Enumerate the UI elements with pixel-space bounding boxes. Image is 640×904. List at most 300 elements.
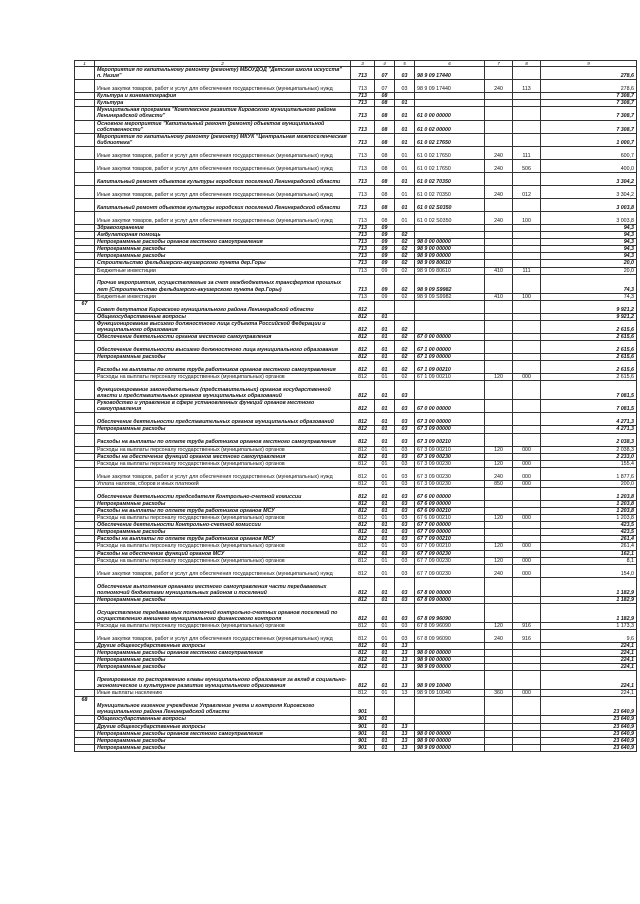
section-number	[75, 267, 95, 274]
subsection-code: 13	[395, 744, 415, 751]
section-number	[75, 100, 95, 107]
item-name: Обеспечение деятельности председателя Контрольно-счетной комиссии	[95, 487, 351, 500]
kosgu-code: 000	[513, 564, 541, 577]
subsection-code: 01	[395, 107, 415, 120]
expense-type-code: 120	[485, 622, 513, 629]
expense-type-code	[485, 536, 513, 543]
table-row	[75, 460, 637, 467]
item-name: Непрограммные расходы	[95, 529, 351, 536]
table-row	[75, 333, 637, 340]
target-article-code: 67 7 09 00210	[415, 543, 485, 550]
subsection-code: 02	[395, 361, 415, 374]
item-name: Расходы на выплаты персоналу государственных (муниципальных) органов	[95, 543, 351, 550]
amount: 224,1	[541, 690, 637, 697]
kosgu-code	[513, 426, 541, 433]
target-article-code	[415, 697, 485, 716]
kosgu-code	[513, 232, 541, 239]
target-article-code	[415, 232, 485, 239]
target-article-code: 98 9 09 80610	[415, 267, 485, 274]
amount: 9 921,2	[541, 300, 637, 313]
section-number	[75, 543, 95, 550]
admin-code: 812	[351, 313, 375, 320]
table-row	[75, 159, 637, 172]
section-code: 01	[375, 603, 395, 622]
admin-code: 812	[351, 657, 375, 664]
expense-type-code	[485, 198, 513, 211]
table-row	[75, 508, 637, 515]
subsection-code: 13	[395, 723, 415, 730]
item-name: Общегосударственные вопросы	[95, 716, 351, 723]
section-number: 67	[75, 300, 95, 313]
table-row	[75, 737, 637, 744]
section-code: 01	[375, 744, 395, 751]
amount: 261,4	[541, 543, 637, 550]
kosgu-code	[513, 67, 541, 80]
expense-type-code: 240	[485, 629, 513, 642]
amount: 1 203,8	[541, 515, 637, 522]
item-name: Здравоохранение	[95, 224, 351, 231]
kosgu-code: 506	[513, 159, 541, 172]
section-number	[75, 185, 95, 198]
section-code: 01	[375, 657, 395, 664]
target-article-code	[415, 100, 485, 107]
section-code: 01	[375, 536, 395, 543]
section-code: 09	[375, 224, 395, 231]
table-row	[75, 730, 637, 737]
amount: 94,3	[541, 246, 637, 253]
subsection-code: 02	[395, 253, 415, 260]
subsection-code: 03	[395, 80, 415, 93]
table-row	[75, 413, 637, 426]
kosgu-code: 111	[513, 267, 541, 274]
item-name: Непрограммные расходы	[95, 426, 351, 433]
subsection-code: 03	[395, 453, 415, 460]
admin-code: 901	[351, 723, 375, 730]
admin-code: 812	[351, 460, 375, 467]
section-code: 01	[375, 716, 395, 723]
subsection-code: 03	[395, 508, 415, 515]
section-code: 01	[375, 500, 395, 507]
kosgu-code: 916	[513, 629, 541, 642]
kosgu-code: 113	[513, 80, 541, 93]
section-code: 01	[375, 543, 395, 550]
table-row	[75, 596, 637, 603]
section-code: 01	[375, 664, 395, 671]
admin-code: 901	[351, 744, 375, 751]
section-code: 08	[375, 198, 395, 211]
target-article-code: 67 0 00 00000	[415, 333, 485, 340]
expense-type-code: 410	[485, 293, 513, 300]
item-name: Непрограммные расходы	[95, 253, 351, 260]
amount: 3 003,8	[541, 198, 637, 211]
expense-type-code	[485, 341, 513, 354]
target-article-code: 98 9 09 00000	[415, 744, 485, 751]
section-code: 01	[375, 515, 395, 522]
admin-code: 812	[351, 690, 375, 697]
section-number	[75, 172, 95, 185]
section-code: 08	[375, 211, 395, 224]
subsection-code	[395, 224, 415, 231]
expense-type-code	[485, 529, 513, 536]
table-row	[75, 716, 637, 723]
target-article-code: 61 0 02 70350	[415, 185, 485, 198]
section-code: 01	[375, 629, 395, 642]
section-number	[75, 480, 95, 487]
table-row	[75, 361, 637, 374]
table-row	[75, 657, 637, 664]
admin-code: 713	[351, 120, 375, 133]
section-code: 01	[375, 564, 395, 577]
item-name: Мероприятия по капитальному ремонту (ремонту) МКУК "Центральная межпоселенческая библиотека"	[95, 133, 351, 146]
kosgu-code: 000	[513, 515, 541, 522]
subsection-code: 01	[395, 100, 415, 107]
table-row	[75, 274, 637, 293]
subsection-code: 01	[395, 211, 415, 224]
expense-type-code	[485, 596, 513, 603]
section-code: 01	[375, 381, 395, 400]
section-code: 01	[375, 690, 395, 697]
amount: 9 921,2	[541, 313, 637, 320]
target-article-code: 67 8 00 00000	[415, 577, 485, 596]
kosgu-code	[513, 671, 541, 690]
admin-code: 812	[351, 550, 375, 557]
table-row	[75, 500, 637, 507]
table-row	[75, 577, 637, 596]
admin-code: 713	[351, 246, 375, 253]
section-code: 01	[375, 361, 395, 374]
section-number	[75, 107, 95, 120]
amount: 23 640,9	[541, 716, 637, 723]
section-number	[75, 716, 95, 723]
target-article-code: 67 3 00 00000	[415, 413, 485, 426]
amount: 600,7	[541, 146, 637, 159]
subsection-code: 01	[395, 185, 415, 198]
table-row	[75, 341, 637, 354]
amount: 7 081,5	[541, 381, 637, 400]
item-name: Расходы на выплаты по оплате труда работников органов МСУ	[95, 508, 351, 515]
item-name: Мероприятия по капитальному ремонту (ремонту) МБОУДОД "Детская школа искусств" п. Назия"	[95, 67, 351, 80]
subsection-code: 03	[395, 515, 415, 522]
amount: 94,3	[541, 232, 637, 239]
expense-type-code	[485, 67, 513, 80]
table-row	[75, 522, 637, 529]
section-code: 01	[375, 467, 395, 480]
item-name: Иные закупки товаров, работ и услуг для обеспечения государственных (муниципальных) нужд	[95, 467, 351, 480]
section-number	[75, 557, 95, 564]
section-number	[75, 744, 95, 751]
kosgu-code: 100	[513, 293, 541, 300]
target-article-code: 67 6 09 00210	[415, 515, 485, 522]
item-name: Расходы на обеспечение функций органов МСУ	[95, 550, 351, 557]
expense-type-code: 360	[485, 690, 513, 697]
subsection-code	[395, 716, 415, 723]
kosgu-code: 916	[513, 622, 541, 629]
amount: 423,5	[541, 522, 637, 529]
admin-code: 713	[351, 146, 375, 159]
kosgu-code: 012	[513, 185, 541, 198]
admin-code: 812	[351, 433, 375, 446]
item-name: Культура	[95, 100, 351, 107]
amount: 23 640,9	[541, 723, 637, 730]
expense-type-code	[485, 120, 513, 133]
item-name: Непрограммные расходы органов местного самоуправления	[95, 239, 351, 246]
subsection-code: 13	[395, 650, 415, 657]
admin-code: 812	[351, 671, 375, 690]
subsection-code	[395, 93, 415, 100]
admin-code: 812	[351, 557, 375, 564]
admin-code: 713	[351, 239, 375, 246]
target-article-code: 67 7 09 00210	[415, 536, 485, 543]
item-name: Функционирование законодательных (представительных) органов государственной власти и представительных органов муниципальных образований	[95, 381, 351, 400]
section-number	[75, 522, 95, 529]
admin-code: 812	[351, 500, 375, 507]
amount: 224,1	[541, 657, 637, 664]
section-code: 01	[375, 374, 395, 381]
table-row	[75, 629, 637, 642]
admin-code: 812	[351, 536, 375, 543]
kosgu-code	[513, 487, 541, 500]
section-number	[75, 133, 95, 146]
subsection-code: 01	[395, 133, 415, 146]
subsection-code: 02	[395, 260, 415, 267]
section-code: 01	[375, 529, 395, 536]
target-article-code: 98 9 00 00000	[415, 737, 485, 744]
table-row	[75, 487, 637, 500]
section-number	[75, 515, 95, 522]
target-article-code: 61 0 02 17650	[415, 146, 485, 159]
section-code: 01	[375, 596, 395, 603]
subsection-code: 13	[395, 642, 415, 649]
item-name: Расходы на выплаты по оплате труда работников органов МСУ	[95, 536, 351, 543]
subsection-code: 03	[395, 381, 415, 400]
amount: 23 640,9	[541, 737, 637, 744]
section-code: 08	[375, 93, 395, 100]
section-code: 08	[375, 172, 395, 185]
table-row	[75, 267, 637, 274]
section-code: 01	[375, 453, 395, 460]
kosgu-code: 000	[513, 460, 541, 467]
subsection-code: 03	[395, 596, 415, 603]
amount: 224,1	[541, 671, 637, 690]
expense-type-code: 120	[485, 460, 513, 467]
target-article-code: 98 9 00 00000	[415, 657, 485, 664]
amount: 2 615,6	[541, 333, 637, 340]
kosgu-code	[513, 274, 541, 293]
target-article-code: 67 1 09 00210	[415, 361, 485, 374]
item-name: Основное мероприятие "Капитальный ремонт (ремонт) объектов муниципальной собственности"	[95, 120, 351, 133]
section-number	[75, 453, 95, 460]
table-row	[75, 246, 637, 253]
subsection-code: 03	[395, 543, 415, 550]
table-row	[75, 381, 637, 400]
section-code: 09	[375, 260, 395, 267]
subsection-code: 13	[395, 690, 415, 697]
table-row	[75, 697, 637, 716]
amount: 155,4	[541, 460, 637, 467]
table-row	[75, 67, 637, 80]
expense-type-code: 120	[485, 515, 513, 522]
subsection-code: 01	[395, 159, 415, 172]
section-number	[75, 413, 95, 426]
kosgu-code	[513, 224, 541, 231]
expense-type-code: 240	[485, 564, 513, 577]
expense-type-code	[485, 100, 513, 107]
amount: 7 081,5	[541, 400, 637, 413]
amount: 8,1	[541, 557, 637, 564]
amount: 200,0	[541, 480, 637, 487]
expense-type-code	[485, 657, 513, 664]
admin-code: 812	[351, 426, 375, 433]
expense-type-code	[485, 508, 513, 515]
amount: 20,0	[541, 267, 637, 274]
section-code: 08	[375, 100, 395, 107]
kosgu-code	[513, 400, 541, 413]
kosgu-code	[513, 697, 541, 716]
item-name: Непрограммные расходы	[95, 744, 351, 751]
amount: 4 271,3	[541, 426, 637, 433]
target-article-code: 67 8 09 96090	[415, 603, 485, 622]
item-name: Другие общегосударственные вопросы	[95, 723, 351, 730]
target-article-code: 67 8 09 96090	[415, 622, 485, 629]
amount: 278,6	[541, 67, 637, 80]
section-code: 01	[375, 577, 395, 596]
table-row	[75, 557, 637, 564]
target-article-code	[415, 642, 485, 649]
section-number	[75, 93, 95, 100]
target-article-code: 61 0 02 17650	[415, 133, 485, 146]
subsection-code: 02	[395, 274, 415, 293]
section-code: 09	[375, 246, 395, 253]
admin-code: 901	[351, 716, 375, 723]
kosgu-code	[513, 333, 541, 340]
table-row	[75, 642, 637, 649]
kosgu-code	[513, 737, 541, 744]
item-name: Премирование по распоряжению главы муниципального образования за вклад в социально-экономическое и культурное развитие муниципального образования	[95, 671, 351, 690]
table-row	[75, 603, 637, 622]
admin-code: 713	[351, 107, 375, 120]
target-article-code	[415, 224, 485, 231]
item-name: Расходы на выплаты персоналу государственных (муниципальных) органов	[95, 446, 351, 453]
kosgu-code	[513, 577, 541, 596]
section-code: 01	[375, 671, 395, 690]
target-article-code: 98 0 00 00000	[415, 239, 485, 246]
section-number	[75, 723, 95, 730]
admin-code: 812	[351, 487, 375, 500]
amount: 20,0	[541, 260, 637, 267]
target-article-code	[415, 313, 485, 320]
kosgu-code	[513, 433, 541, 446]
expense-type-code	[485, 433, 513, 446]
table-row	[75, 100, 637, 107]
amount: 1 000,7	[541, 133, 637, 146]
section-code: 01	[375, 433, 395, 446]
amount: 23 640,9	[541, 730, 637, 737]
expense-type-code	[485, 253, 513, 260]
amount: 278,6	[541, 80, 637, 93]
table-row	[75, 239, 637, 246]
amount: 7 308,7	[541, 120, 637, 133]
amount: 1 877,6	[541, 467, 637, 480]
admin-code: 812	[351, 543, 375, 550]
admin-code: 713	[351, 253, 375, 260]
table-row	[75, 723, 637, 730]
expense-type-code	[485, 133, 513, 146]
admin-code: 812	[351, 446, 375, 453]
section-number: 68	[75, 697, 95, 716]
item-name: Капитальный ремонт объектов культуры городских поселений Ленинградской области	[95, 172, 351, 185]
table-row	[75, 313, 637, 320]
admin-code: 812	[351, 361, 375, 374]
amount: 224,1	[541, 650, 637, 657]
item-name: Руководство и управление в сфере установленных функций органов местного самоуправления	[95, 400, 351, 413]
admin-code: 713	[351, 224, 375, 231]
item-name: Иные закупки товаров, работ и услуг для обеспечения государственных (муниципальных) нужд	[95, 159, 351, 172]
table-row	[75, 622, 637, 629]
expense-type-code: 120	[485, 557, 513, 564]
table-row	[75, 650, 637, 657]
target-article-code: 98 9 09 17440	[415, 80, 485, 93]
target-article-code	[415, 716, 485, 723]
item-name: Непрограммные расходы	[95, 657, 351, 664]
section-number	[75, 381, 95, 400]
section-number	[75, 320, 95, 333]
table-row	[75, 300, 637, 313]
kosgu-code	[513, 100, 541, 107]
col-number-4: 4	[375, 61, 395, 67]
target-article-code: 61 0 02 00000	[415, 120, 485, 133]
section-number	[75, 426, 95, 433]
admin-code: 812	[351, 664, 375, 671]
table-row	[75, 232, 637, 239]
subsection-code: 03	[395, 487, 415, 500]
kosgu-code	[513, 453, 541, 460]
admin-code: 713	[351, 100, 375, 107]
subsection-code: 03	[395, 433, 415, 446]
amount: 3 003,8	[541, 211, 637, 224]
section-code: 01	[375, 333, 395, 340]
section-code: 08	[375, 159, 395, 172]
kosgu-code: 000	[513, 480, 541, 487]
item-name: Непрограммные расходы	[95, 246, 351, 253]
item-name: Непрограммные расходы	[95, 500, 351, 507]
expense-type-code	[485, 500, 513, 507]
target-article-code: 61 0 00 00000	[415, 107, 485, 120]
kosgu-code	[513, 664, 541, 671]
section-number	[75, 564, 95, 577]
admin-code: 812	[351, 577, 375, 596]
section-number	[75, 446, 95, 453]
kosgu-code	[513, 253, 541, 260]
section-number	[75, 224, 95, 231]
section-code: 07	[375, 80, 395, 93]
section-number	[75, 737, 95, 744]
subsection-code: 03	[395, 426, 415, 433]
subsection-code: 02	[395, 354, 415, 361]
expense-type-code: 120	[485, 446, 513, 453]
section-number	[75, 400, 95, 413]
kosgu-code	[513, 730, 541, 737]
section-code: 01	[375, 557, 395, 564]
subsection-code: 02	[395, 333, 415, 340]
section-number	[75, 232, 95, 239]
item-name: Прочие мероприятия, осуществляемые за счет межбюджетных трансфертов прошлых лет (Строительство фельдшерско-акушерского пункта дер.Горы)	[95, 274, 351, 293]
section-number	[75, 460, 95, 467]
section-code: 01	[375, 550, 395, 557]
amount: 74,3	[541, 293, 637, 300]
section-number	[75, 341, 95, 354]
target-article-code	[415, 320, 485, 333]
admin-code: 812	[351, 629, 375, 642]
